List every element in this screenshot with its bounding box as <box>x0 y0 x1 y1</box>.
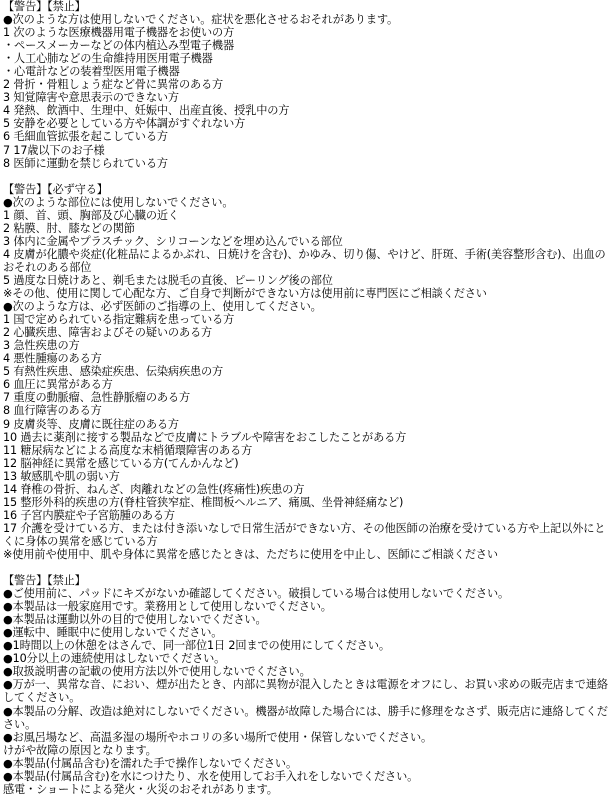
section-prohibited-users <box>3 0 611 170</box>
notice-line: ・心電計などの装着型医用電子機器 <box>3 65 180 79</box>
notice-line: ●本製品(付属品含む)を濡れた手で操作しないでください。 <box>3 756 297 770</box>
notice-line: ●本製品は一般家庭用です。業務用として使用しないでください。 <box>3 600 332 614</box>
notice-line: ●10分以上の連続使用はしないでください。 <box>3 652 226 666</box>
notice-line: 1 次のような医療機器用電子機器をお使いの方 <box>3 26 235 40</box>
notice-line: 5 過度な日焼けあと、剃毛または脱毛の直後、ピーリング後の部位 <box>3 273 333 287</box>
section-heading: 【警告】【必ず守る】 <box>3 182 108 196</box>
notice-line: 7 重度の動脈瘤、急性静脈瘤のある方 <box>3 391 190 405</box>
notice-line: 1 国で定められている指定難病を患っている方 <box>3 313 235 327</box>
notice-line: ●取扱説明書の記載の使用方法以外で使用しないでください。 <box>3 665 311 679</box>
notice-line: 13 敏感肌や肌の弱い方 <box>3 469 120 483</box>
notice-line: ●次のような方は使用しないでください。症状を悪化させるおそれがあります。 <box>3 13 399 27</box>
notice-line: ・ペースメーカーなどの体内植込み型電子機器 <box>3 39 235 53</box>
section-usage-precautions <box>3 574 611 796</box>
notice-line: 15 整形外科的疾患の方(脊柱管狭窄症、椎間板ヘルニア、痛風、坐骨神経痛など) <box>3 495 404 509</box>
notice-line: ●1時間以上の休憩をはさんで、同一部位1日 2回までの使用にしてください。 <box>3 639 390 653</box>
notice-line: 5 安静を必要としている方や体調がすぐれない方 <box>3 117 246 131</box>
notice-line: 8 血行障害のある方 <box>3 404 102 418</box>
notice-line: 3 体内に金属やプラスチック、シリコーンなどを埋め込んでいる部位 <box>3 234 343 248</box>
notice-line: ●お風呂場など、高温多湿の場所やホコリの多い場所で使用・保管しないでください。 <box>3 730 433 744</box>
notice-line: 4 発熱、飲酒中、生理中、妊娠中、出産直後、授乳中の方 <box>3 104 290 118</box>
notice-line: 9 皮膚炎等、皮膚に既往症のある方 <box>3 417 179 431</box>
notice-line: 7 17歳以下のお子様 <box>3 143 105 157</box>
notice-line: 2 粘膜、肘、膝などの関節 <box>3 221 135 235</box>
notice-line: 17 介護を受けている方、または付き添いなしで日常生活ができない方、その他医師の治療を受けている方や上記以外にとくに身体の異常を感じている方 <box>3 521 606 548</box>
notice-line: ●次のような方は、必ず医師のご指導の上、使用してください。 <box>3 300 322 314</box>
notice-line: 16 子宮内膜症や子宮筋腫のある方 <box>3 508 175 522</box>
notice-line: 感電・ショートによる発火・火災のおそれがあります。 <box>3 782 278 796</box>
notice-line: 4 皮膚が化膿や炎症(化粧品によるかぶれ、日焼けを含む)、かゆみ、切り傷、やけど、肝斑、手術(美容整形含む)、出血のおそれのある部位 <box>3 247 606 274</box>
notice-line: ●次のような部位には使用しないでください。 <box>3 195 234 209</box>
notice-line: ●万が一、異常な音、におい、煙が出たとき、内部に異物が混入したときは電源をオフにし、お買い求めの販売店まで連絡してください。 <box>3 678 608 705</box>
notice-line: 8 医師に運動を禁じられている方 <box>3 156 168 170</box>
notice-line: ●本製品は運動以外の目的で使用しないでください。 <box>3 613 267 627</box>
notice-line: 10 過去に薬剤に接する製品などで皮膚にトラブルや障害をおこしたことがある方 <box>3 430 407 444</box>
notice-line: 1 顔、首、頭、胸部及び心臓の近く <box>3 208 179 222</box>
notice-line: 3 知覚障害や意思表示のできない方 <box>3 91 179 105</box>
notice-line: ●ご使用前に、パッドにキズがないか確認してください。破損している場合は使用しないでください。 <box>3 587 510 601</box>
notice-line: けがや故障の原因となります。 <box>3 743 157 757</box>
notice-line: ●本製品(付属品含む)を水につけたり、水を使用してお手入れをしないでください。 <box>3 769 419 783</box>
notice-line: 4 悪性腫瘍のある方 <box>3 352 102 366</box>
section-spacer <box>3 170 611 183</box>
notice-line: 2 心臓疾患、障害およびその疑いのある方 <box>3 326 213 340</box>
section-heading: 【警告】【禁止】 <box>3 0 86 13</box>
notice-line: 3 急性疾患の方 <box>3 339 80 353</box>
notice-line: 2 骨折・骨粗しょう症など骨に異常のある方 <box>3 78 224 92</box>
notice-line: 11 糖尿病などによる高度な末梢循環障害のある方 <box>3 443 253 457</box>
notice-line: 6 毛細血管拡張を起こしている方 <box>3 130 168 144</box>
notice-line: 12 脳神経に異常を感じている方(てんかんなど) <box>3 456 239 470</box>
notice-line: ・人工心肺などの生命維持用医用電子機器 <box>3 52 213 66</box>
section-spacer <box>3 561 611 574</box>
notice-line: 5 有熱性疾患、感染症疾患、伝染病疾患の方 <box>3 365 224 379</box>
notice-line: ●運転中、睡眠中に使用しないでください。 <box>3 626 223 640</box>
notice-line: 6 血圧に異常がある方 <box>3 378 113 392</box>
notice-line: ※その他、使用に関して心配な方、ご自身で判断ができない方は使用前に専門医にご相談ください <box>3 287 487 301</box>
notice-line: ●本製品の分解、改造は絶対にしないでください。機器が故障した場合には、勝手に修理をなさず、販売店に連絡してください。 <box>3 704 608 731</box>
notice-line: ※使用前や使用中、肌や身体に異常を感じたときは、ただちに使用を中止し、医師にご相談ください <box>3 547 498 561</box>
notice-line: 14 脊椎の骨折、ねんざ、肉離れなどの急性(疼痛性)疾患の方 <box>3 482 305 496</box>
section-restricted-areas <box>3 183 611 561</box>
section-heading: 【警告】【禁止】 <box>3 574 86 588</box>
